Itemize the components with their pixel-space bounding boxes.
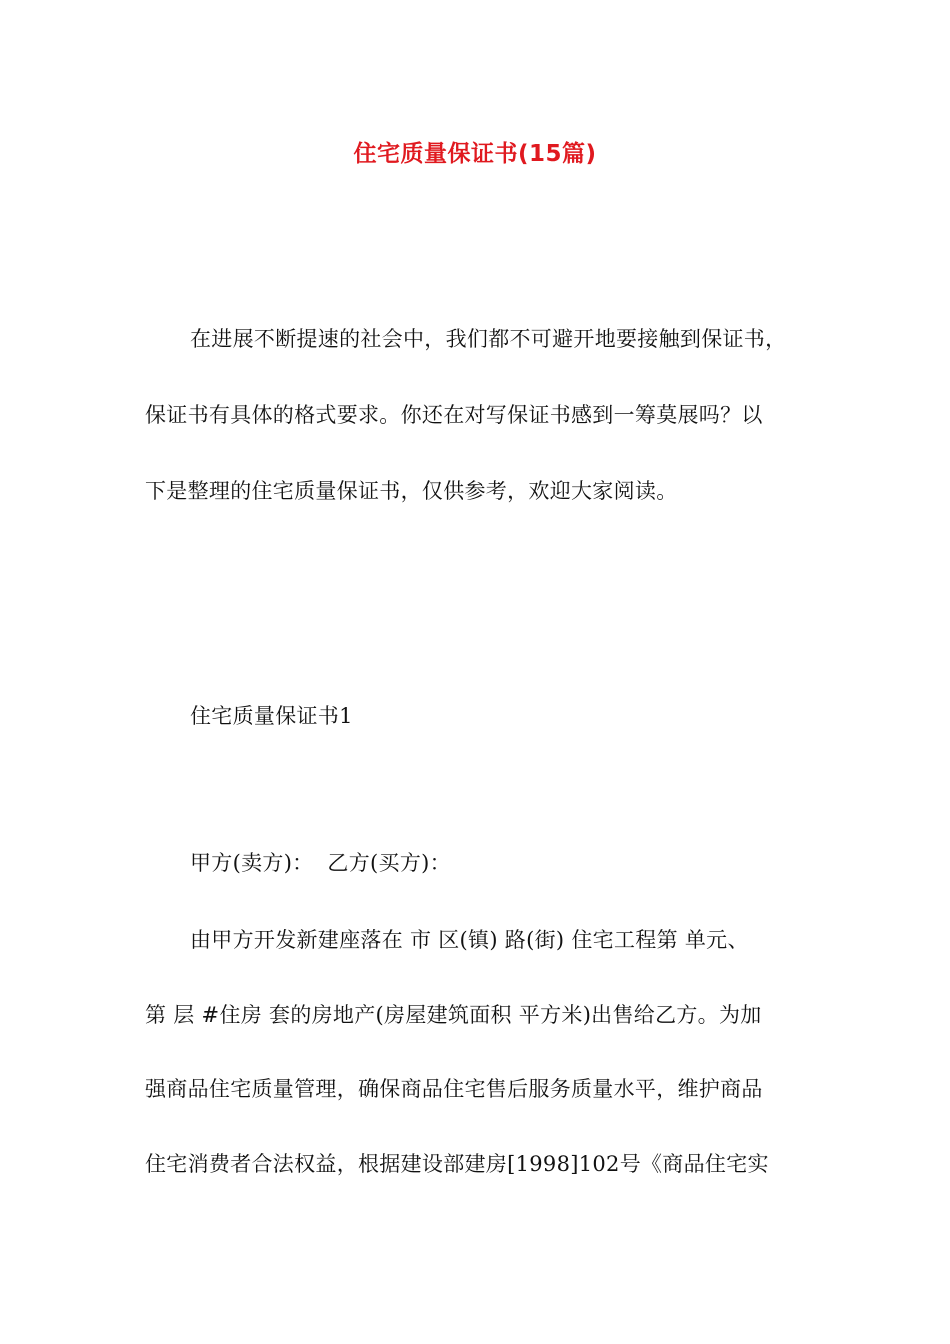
body-line-2: 第 层 #住房 套的房地产(房屋建筑面积 平方米)出售给乙方。为加: [145, 1003, 762, 1027]
body-line-4: 住宅消费者合法权益，根据建设部建房[1998]102号《商品住宅实: [145, 1152, 769, 1176]
intro-line-3: 下是整理的住宅质量保证书，仅供参考，欢迎大家阅读。: [145, 479, 678, 503]
section-heading: 住宅质量保证书1: [190, 704, 353, 728]
intro-line-1: 在进展不断提速的社会中，我们都不可避开地要接触到保证书，: [190, 327, 787, 351]
document-title: 住宅质量保证书(15篇): [353, 141, 597, 167]
body-line-1: 由甲方开发新建座落在 市 区(镇) 路(街) 住宅工程第 单元、: [190, 928, 749, 952]
intro-line-2: 保证书有具体的格式要求。你还在对写保证书感到一筹莫展吗？以: [145, 403, 763, 427]
parties-line: 甲方(卖方)： 乙方(买方)：: [190, 851, 451, 875]
body-line-3: 强商品住宅质量管理，确保商品住宅售后服务质量水平，维护商品: [145, 1077, 763, 1101]
